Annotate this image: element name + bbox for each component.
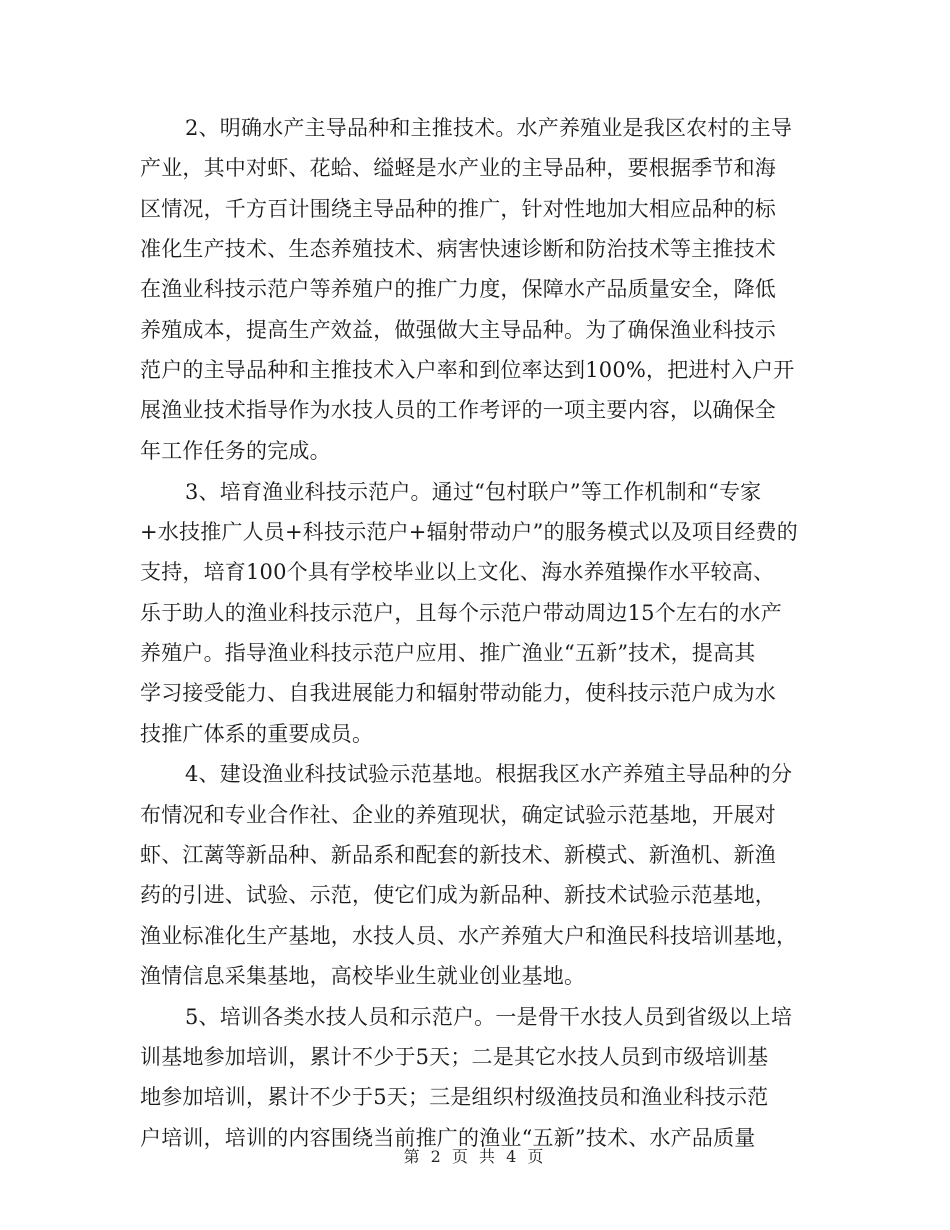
text-line: 产业，其中对虾、花蛤、缢蛏是水产业的主导品种，要根据季节和海 [140, 156, 776, 180]
text-line: 地参加培训，累计不少于5天；三是组织村级渔技员和渔业科技示范 [140, 1085, 769, 1109]
text-line: 养殖成本，提高生产效益，做强做大主导品种。为了确保渔业科技示 [140, 318, 776, 342]
text-line: 支持，培育100个具有学校毕业以上文化、海水养殖操作水平较高、 [140, 560, 775, 584]
text-line: 养殖户。指导渔业科技示范户应用、推广渔业“五新”技术，提高其 [140, 641, 756, 665]
page-footer: 第 2 页 共 4 页 [403, 1147, 547, 1166]
text-line: 年工作任务的完成。 [140, 439, 331, 463]
text-line: 4、建设渔业科技试验示范基地。根据我区水产养殖主导品种的分 [185, 762, 793, 786]
text-line: 渔情信息采集基地，高校毕业生就业创业基地。 [140, 964, 586, 988]
text-line: 区情况，千方百计围绕主导品种的推广，针对性地加大相应品种的标 [140, 197, 776, 221]
text-line: 准化生产技术、生态养殖技术、病害快速诊断和防治技术等主推技术 [140, 237, 776, 261]
text-line: 学习接受能力、自我进展能力和辐射带动能力，使科技示范户成为水 [140, 681, 776, 705]
text-line: 2、明确水产主导品种和主推技术。水产养殖业是我区农村的主导 [185, 116, 793, 140]
text-line: 布情况和专业合作社、企业的养殖现状，确定试验示范基地，开展对 [140, 803, 776, 827]
text-line: 技推广体系的重要成员。 [140, 722, 374, 746]
text-line: 范户的主导品种和主推技术入户率和到位率达到100%，把进村入户开 [140, 358, 795, 382]
text-line: 3、培育渔业科技示范户。通过“包村联户”等工作机制和“专家 [185, 480, 762, 504]
text-line: 渔业标准化生产基地，水技人员、水产养殖大户和渔民科技培训基地， [140, 924, 798, 948]
text-line: 虾、江蓠等新品种、新品系和配套的新技术、新模式、新渔机、新渔 [140, 843, 776, 867]
text-line: 训基地参加培训，累计不少于5天；二是其它水技人员到市级培训基 [140, 1045, 769, 1069]
text-line: +水技推广人员+科技示范户+辐射带动户”的服务模式以及项目经费的 [140, 520, 798, 544]
text-line: 展渔业技术指导作为水技人员的工作考评的一项主要内容，以确保全 [140, 398, 776, 422]
text-line: 乐于助人的渔业科技示范户，且每个示范户带动周边15个左右的水产 [140, 601, 782, 625]
text-line: 药的引进、试验、示范，使它们成为新品种、新技术试验示范基地， [140, 883, 776, 907]
text-line: 在渔业科技示范户等养殖户的推广力度，保障水产品质量安全，降低 [140, 277, 776, 301]
text-line: 户培训，培训的内容围绕当前推广的渔业“五新”技术、水产品质量 [140, 1126, 756, 1150]
text-line: 5、培训各类水技人员和示范户。一是骨干水技人员到省级以上培 [185, 1005, 793, 1029]
